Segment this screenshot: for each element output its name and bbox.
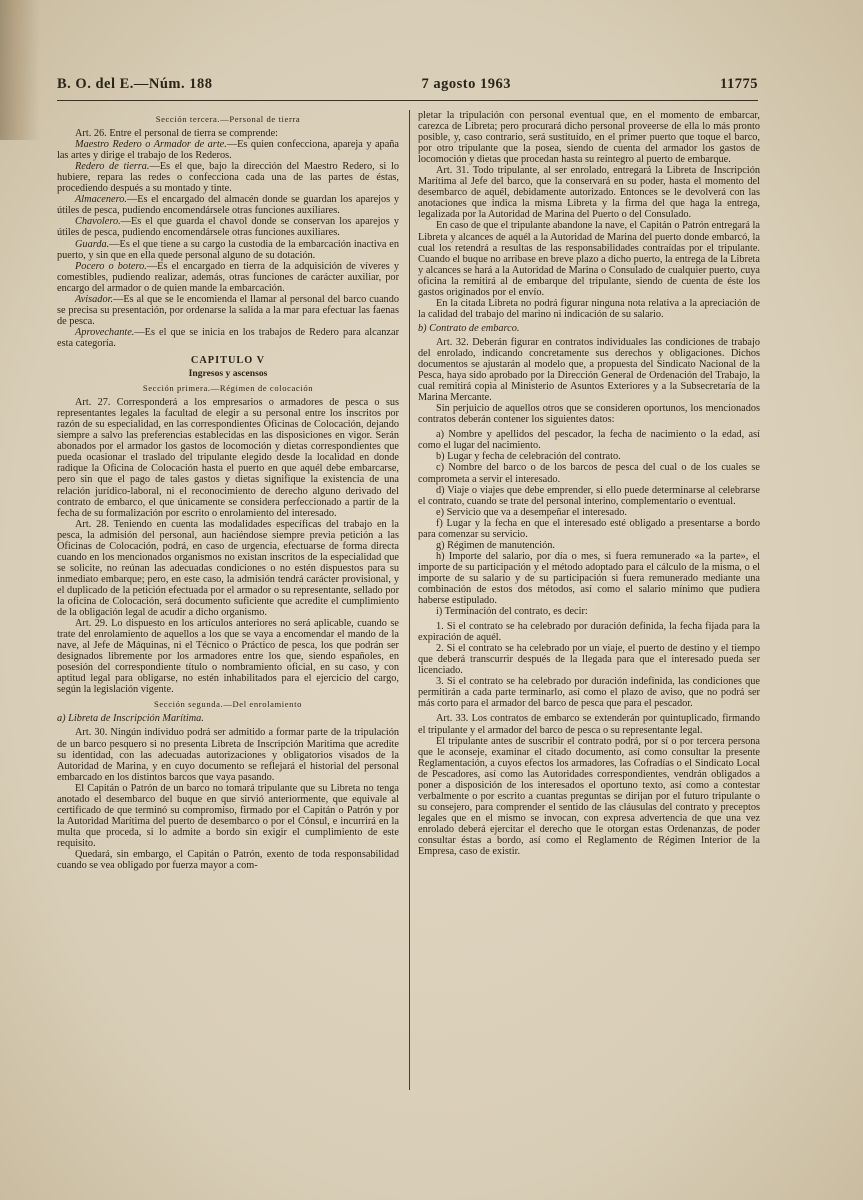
- definition-text: —Es el que tiene a su cargo la custodia de la embarcación inactiva en puerto, y sin que en ella quede personal alguno de su dotación.: [57, 238, 399, 261]
- paragraph: Sin perjuicio de aquellos otros que se consideren oportunos, los mencionados contratos deberán contener los siguientes datos:: [418, 403, 760, 426]
- chapter-title: CAPITULO V: [190, 354, 266, 366]
- gazette-header: [57, 76, 758, 98]
- paragraph: Quedará, sin embargo, el Capitán o Patrón, exento de toda responsabilidad cuando se vea obligado por fuerza mayor a com-: [57, 849, 399, 872]
- subsection-title: [57, 713, 399, 724]
- chapter-subtitle: Ingresos y ascensos: [188, 368, 268, 380]
- paragraph: Art. 30. Ningún individuo podrá ser admitido a formar parte de la tripulación de un barco pesquero si no presenta Libreta de Inscripción Marítima que acredite su identidad, con las adecuadas autorizaciones y obligatorios visados de la Autoridad de Marina, y en cuyo documento se reflejará el historial del personal embarcado en los distintos barcos que vaya pasando.: [57, 727, 399, 783]
- definition: [57, 261, 399, 294]
- term-item: 2. Si el contrato se ha celebrado por un viaje, el puerto de destino y el tiempo que deberá transcurrir después de la llegada para que el interesado pueda ser licenciado.: [418, 643, 760, 677]
- paragraph: En caso de que el tripulante abandone la nave, el Capitán o Patrón entregará la Libreta y alcances de aquél a la Autoridad de Marina del puerto donde embarcó, la cual los retendrá a resultas de las responsabilidades contraídas por el tripulante. Cuando el buque no arribase en breve plazo a dicho puerto, la entrega de la Libreta y alcances se hará a la Autoridad de Marina o Consulado de cualquier puerto, cuya oficina la remitirá al de embarque del tripulante, siendo de cuenta de éste los gastos originados por el envío.: [418, 220, 760, 298]
- paragraph: Art. 29. Lo dispuesto en los artículos anteriores no será aplicable, cuando se trate del enrolamiento de aquellos a los que se vaya a encomendar el mando de la nave, al Jefe de Máquinas, ni el Técnico o Práctico de pesca, los que podrán ser designados libremente por los armadores entre los que, siendo españoles, en posesión del correspondiente título o nombramiento oficial, en su caso, y con aptitud legal para obligarse, no estén inhabilitados para el ejercicio del cargo, según la legislación vigente.: [57, 618, 399, 696]
- paragraph: Art. 27. Corresponderá a los empresarios o armadores de pesca o sus representantes legales la facultad de elegir a su personal entre los inscritos por razón de su especialidad, en las correspondientes Oficinas de Colocación, dejando siempre a salvo las preferencias establecidas en las disposiciones en vigor. Serán abonados por el armador los gastos de locomoción y dietas correspondientes que pueda ocasionar el traslado del tripulante elegido desde la localidad en donde radique la Oficina de Colocación hasta el puerto en que aquél debe embarcarse, pero sin que el pago de tales gastos y dietas signifique la existencia de una relación jurídico-laboral, ni el reconocimiento de derecho alguno derivado del contrato de embarco, el que únicamente se considera perfeccionado a partir de la fecha de su formalización por escrito o enrolamiento del interesado.: [57, 397, 399, 519]
- definition-text: —Es el encargado del almacén donde se guardan los aparejos y útiles de pesca, pudiendo encomendársele otras funciones auxiliares.: [57, 194, 399, 217]
- definition-term: Pocero o botero.: [75, 260, 147, 272]
- list-item: a) Nombre y apellidos del pescador, la fecha de nacimiento o la edad, así como el lugar del nacimiento.: [418, 429, 760, 452]
- list-item: c) Nombre del barco o de los barcos de pesca del cual o de los cuales se comprometa a servir el interesado.: [418, 462, 760, 485]
- term-item: 3. Si el contrato se ha celebrado por duración indefinida, las condiciones que permitirán a cada parte terminarlo, así como el plazo de aviso, que no podrá ser más corto para el armador del barco de pesca que para el pescador.: [418, 676, 760, 710]
- header-page-number: 11775: [720, 76, 758, 92]
- page-stain: [0, 0, 40, 140]
- left-column: [57, 110, 399, 871]
- subsection-label: b) Contrato de embarco.: [418, 322, 520, 334]
- definition: [57, 239, 399, 261]
- paragraph: El tripulante antes de suscribir el contrato podrá, por sí o por tercera persona que le aconseje, examinar el citado documento, así como consultar la presente Reglamentación, a cuyos efectos los armadores, las Cofradías o el Sindicato Local de Pescadores, así como las Autoridades correspondientes, vendrán obligados a poner a disposición de los interesados el oportuno texto, así como a contestar verbalmente o por escrito a cuantas preguntas se dirijan por el futuro tripulante o su consejero, para comprender el sentido de las cláusulas del contrato y preceptos legales que en el mismo se invocan, con expresa advertencia de que una vez enrolado deberá ejercitar el derecho que le otorgan estas Ordenanzas, de poder consultar éstas a bordo, así como el Reglamento de Régimen Interior de la Empresa, caso de existir.: [418, 735, 760, 858]
- list-item: i) Terminación del contrato, es decir:: [436, 606, 588, 618]
- definition: [57, 194, 399, 216]
- paragraph: El Capitán o Patrón de un barco no tomará tripulante que su Libreta no tenga anotado el desembarco del buque en que sirvió anteriormente, que equivale al certificado de que terminó su compromiso, firmado por el Capitán o Patrón y por la Autoridad Marítima del puerto de desembarco o por el Cónsul, e incurrirá en la multa que proceda, si lo admite a bordo sin exigir el cumplimiento de este requisito.: [57, 782, 399, 849]
- definition-term: Redero de tierra.: [75, 161, 150, 173]
- list-item: b) Lugar y fecha de celebración del contrato.: [436, 451, 621, 463]
- definition: [57, 139, 399, 161]
- header-rule: [57, 100, 758, 101]
- list-item: g) Régimen de manutención.: [436, 539, 555, 551]
- paragraph: Art. 33. Los contratos de embarco se extenderán por quintuplicado, firmando el tripulante y el armador del barco de pesca o su representante legal.: [418, 713, 760, 736]
- section-title: Sección segunda.—Del enrolamiento: [154, 699, 302, 710]
- paragraph: Art. 31. Todo tripulante, al ser enrolado, entregará la Libreta de Inscripción Marítima al Jefe del barco, que la conservará en su poder, hasta el momento del desembarco de aquél, debidamente autorizado. Entonces se le devolverá con las anotaciones que indica la misma Libreta y la firma del que haga la entrega, legalizada por la Autoridad de Marina del Puerto o del Consulado.: [418, 165, 760, 221]
- definition-text: —Es el encargado en tierra de la adquisición de víveres y comestibles, pudiendo realizar, además, otras funciones de carácter auxiliar, por encargo del armador o de quien mande la embarcación.: [57, 260, 400, 294]
- column-divider: [409, 110, 410, 1090]
- paragraph: Art. 32. Deberán figurar en contratos individuales las condiciones de trabajo del enrolado, indicando concretamente sus derechos y obligaciones. Dichos documentos se ajustarán al modelo que, a propuesta del Sindicato Nacional de la Pesca, haya sido aprobado por la Dirección General de Ordenación del Trabajo, la cual remitirá copia al Ministerio de Asuntos Exteriores y a la Subsecretaría de la Marina Mercante.: [418, 336, 760, 404]
- right-column: [418, 110, 760, 857]
- definition-term: Almacenero.: [75, 194, 127, 206]
- definition-text: —Es el que guarda el chavol donde se conservan los aparejos y útiles de pesca, pudiendo encomendársele otras funciones auxiliares.: [57, 216, 399, 239]
- definition-term: Aprovechante.: [75, 326, 135, 338]
- definition-term: Avisador.: [75, 293, 114, 305]
- list-item: f) Lugar y la fecha en que el interesado esté obligado a presentarse a bordo para comenzar su servicio.: [418, 517, 760, 540]
- paragraph: pletar la tripulación con personal eventual que, en el momento de embarcar, carezca de Libreta; pero procurará dicho personal proveerse de ella lo más pronto posible, y, caso contrario, será sustituído, en el primer puerto que toque el barco, por otro tripulante que la posea, siendo de cuenta del armador los gastos de locomoción y dietas que procedan hasta su reintegro al puerto de embarque.: [418, 110, 760, 166]
- definition-text: —Es al que se le encomienda el llamar al personal del barco cuando se precisa su presentación, por ordenarse la salida a la mar para efectuar las faenas de pesca.: [57, 293, 399, 327]
- paragraph: En la citada Libreta no podrá figurar ninguna nota relativa a la apreciación de la calidad del trabajo del marino ni indicación de su salario.: [418, 297, 760, 320]
- paragraph: Art. 28. Teniendo en cuenta las modalidades específicas del trabajo en la pesca, la admisión del personal, aun haciéndose siempre previa petición a las Oficinas de Colocación, podrá, en caso de urgencia, efectuarse de forma directa cuando en los mencionados organismos no existan inscritos de la especialidad que se solicite, no reúnan las adecuadas condiciones o no estén dispuestos para su inmediato embarque; pero, en este caso, la admisión tendrá carácter provisional, y el duplicado de la petición efectuada por el armador o su representante, sellado por la oficina de Colocación, será documento suficiente que acredite el cumplimiento de la obligación legal de acudir a dicho organismo.: [57, 518, 399, 619]
- definition-term: Guarda.: [75, 238, 110, 250]
- section-title: Sección tercera.—Personal de tierra: [155, 114, 301, 124]
- definition-term: Chavolero.: [75, 216, 121, 228]
- subsection-label: a) Libreta de Inscripción Marítima.: [57, 713, 204, 725]
- definition: [57, 216, 399, 238]
- definition: [57, 327, 399, 349]
- section-title: Sección primera.—Régimen de colocación: [142, 383, 314, 394]
- list-item: e) Servicio que va a desempeñar el interesado.: [436, 506, 627, 518]
- definition-text: —Es el que, bajo la dirección del Maestro Redero, si lo hubiere, repara las redes o confecciona cada una de las partes de éstas, procediendo después a su montado y tinte.: [57, 161, 399, 195]
- definition-text: —Es quien confecciona, apareja y apaña las artes y dirige el trabajo de los Rederos.: [57, 139, 399, 162]
- term-item: 1. Si el contrato se ha celebrado por duración definida, la fecha fijada para la expiración de aquél.: [418, 621, 760, 644]
- list-item: d) Viaje o viajes que debe emprender, si ello puede determinarse al celebrarse el contrato, cuando se trate del personal interino, complementario o eventual.: [418, 484, 760, 507]
- paragraph: Art. 26. Entre el personal de tierra se comprende:: [75, 128, 278, 140]
- header-date: 7 agosto 1963: [421, 76, 512, 92]
- definition: [57, 294, 399, 327]
- list-item: h) Importe del salario, por día o mes, si fuera remunerado «a la parte», el importe de su participación y el método adoptado para el cálculo de la misma, o el importe de su salario y de su participación si fuera remunerado mediante una combinación de estos dos métodos, así como el salario mínimo que pudiera haberse estipulado.: [418, 550, 760, 607]
- definition-term: Maestro Redero o Armador de arte.: [75, 139, 227, 151]
- subsection-title: [418, 323, 760, 334]
- header-issue: B. O. del E.—Núm. 188: [57, 76, 213, 92]
- definition: [57, 161, 399, 194]
- definition-text: —Es el que se inicia en los trabajos de Redero para alcanzar esta categoría.: [57, 326, 399, 349]
